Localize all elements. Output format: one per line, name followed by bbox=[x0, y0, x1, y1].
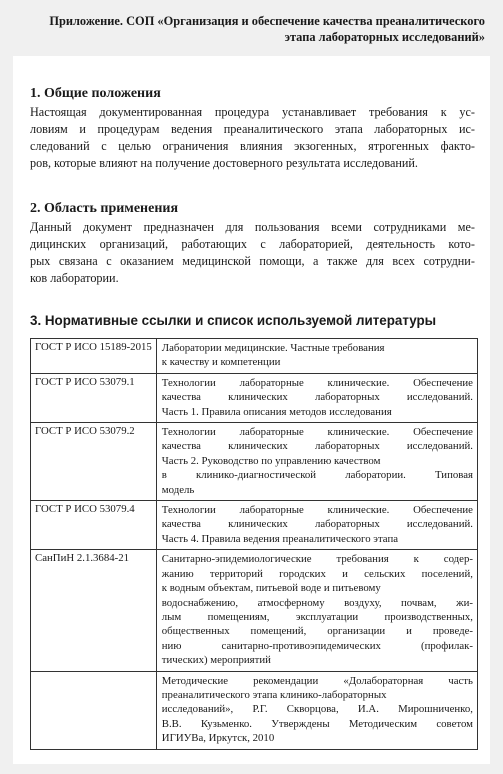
reference-description-line: Лаборатории медицинские. Частные требования bbox=[161, 342, 385, 354]
reference-description-line: ИГИУВа, Иркутск, 2010 bbox=[161, 732, 275, 745]
table-row bbox=[31, 339, 478, 374]
reference-description-line: модель bbox=[161, 483, 195, 496]
section-2-text-line: Данный документ предназначен для пользования всеми сотрудниками ме- bbox=[30, 220, 475, 234]
reference-description-line: Часть 2. Руководство по управлению качеством bbox=[161, 454, 381, 467]
reference-description-line: качества клинических лабораторных исследований. bbox=[161, 391, 473, 404]
section-1-text-line: следований с целью ограничения влияния экзогенных, ятрогенных факто- bbox=[30, 139, 475, 153]
reference-description-line: общественных помещений, организации и проведе- bbox=[161, 625, 473, 638]
section-1-text-line: ров, которые влияют на получение достоверного результата исследований. bbox=[30, 156, 418, 170]
reference-description bbox=[156, 373, 477, 422]
reference-description-line: к качеству и компетенции bbox=[161, 356, 281, 369]
references-table bbox=[30, 338, 478, 750]
reference-code bbox=[31, 671, 157, 749]
section-2-title: 2. Область применения bbox=[30, 201, 179, 216]
reference-description-line: Санитарно-эпидемиологические требования к содер- bbox=[161, 553, 473, 566]
reference-code: ГОСТ Р ИСО 53079.4 bbox=[31, 501, 157, 550]
table-row bbox=[31, 423, 478, 501]
reference-description-line: Методические рекомендации «Долабораторная часть bbox=[161, 674, 473, 687]
reference-description-line: качества клинических лабораторных исследований. bbox=[161, 518, 473, 531]
section-2-text-line: ков лаборатории. bbox=[30, 271, 119, 285]
table-row bbox=[31, 671, 478, 749]
reference-description-line: нию санитарно-противоэпидемических (профилак- bbox=[161, 639, 473, 652]
reference-description-line: к водным объектам, питьевой воде и питьевому bbox=[161, 582, 381, 595]
reference-description bbox=[156, 339, 477, 374]
reference-description-line: жанию территорий городских и сельских поселений, bbox=[161, 567, 473, 580]
reference-description-line: исследований», Р.Г. Скворцова, И.А. Мирошниченко, bbox=[161, 703, 473, 716]
section-1-text-line: ловиям и процедурам ведения преаналитического этапа лабораторных ис- bbox=[30, 122, 475, 136]
section-2-text bbox=[30, 220, 475, 288]
section-1-title: 1. Общие положения bbox=[30, 86, 161, 101]
reference-description-line: Часть 1. Правила описания методов исследования bbox=[161, 405, 392, 418]
reference-description-line: тических) мероприятий bbox=[161, 654, 271, 667]
reference-description bbox=[156, 671, 477, 749]
table-row bbox=[31, 373, 478, 422]
reference-description-line: лым помещениям, эксплуатации производственных, bbox=[161, 610, 473, 623]
reference-description bbox=[156, 423, 477, 501]
reference-description bbox=[156, 501, 477, 550]
reference-description-line: Технологии лабораторные клинические. Обеспечение bbox=[161, 426, 473, 439]
reference-description-line: Часть 4. Правила ведения преаналитического этапа bbox=[161, 532, 399, 545]
section-1-text-line: Настоящая документированная процедура устанавливает требования к ус- bbox=[30, 105, 475, 119]
section-1-text bbox=[30, 105, 475, 173]
section-3-title: 3. Нормативные ссылки и список используемой литературы bbox=[30, 313, 437, 328]
reference-code: ГОСТ Р ИСО 53079.1 bbox=[31, 373, 157, 422]
header-bar bbox=[0, 0, 503, 48]
reference-code: ГОСТ Р ИСО 15189-2015 bbox=[31, 339, 157, 374]
reference-description-line: качества клинических лабораторных исследований. bbox=[161, 440, 473, 453]
section-2-text-line: рых связана с оказанием медицинской помощи, а также для всех сотрудни- bbox=[30, 254, 475, 268]
section-2-text-line: дицинских организаций, работающих с лабораторией, деятельность кото- bbox=[30, 237, 475, 251]
reference-description-line: Технологии лабораторные клинические. Обеспечение bbox=[161, 504, 473, 517]
reference-description bbox=[156, 550, 477, 671]
reference-code: ГОСТ Р ИСО 53079.2 bbox=[31, 423, 157, 501]
reference-description-line: в клинико-диагностической лаборатории. Типовая bbox=[161, 469, 473, 482]
table-row bbox=[31, 501, 478, 550]
content-panel bbox=[13, 56, 490, 764]
reference-description-line: Технологии лабораторные клинические. Обеспечение bbox=[161, 376, 473, 389]
table-row bbox=[31, 550, 478, 671]
header-title-line-2: этапа лабораторных исследований» bbox=[284, 30, 485, 44]
reference-code: СанПиН 2.1.3684-21 bbox=[31, 550, 157, 671]
reference-description-line: В.В. Кузьменко. Утверждены Методическим советом bbox=[161, 717, 473, 730]
header-title-line-1: Приложение. СОП «Организация и обеспечение качества преаналитического bbox=[49, 14, 485, 28]
reference-description-line: водоснабжению, атмосферному воздуху, почвам, жи- bbox=[161, 596, 473, 609]
reference-description-line: преаналитического этапа клинико-лабораторных bbox=[161, 688, 387, 701]
